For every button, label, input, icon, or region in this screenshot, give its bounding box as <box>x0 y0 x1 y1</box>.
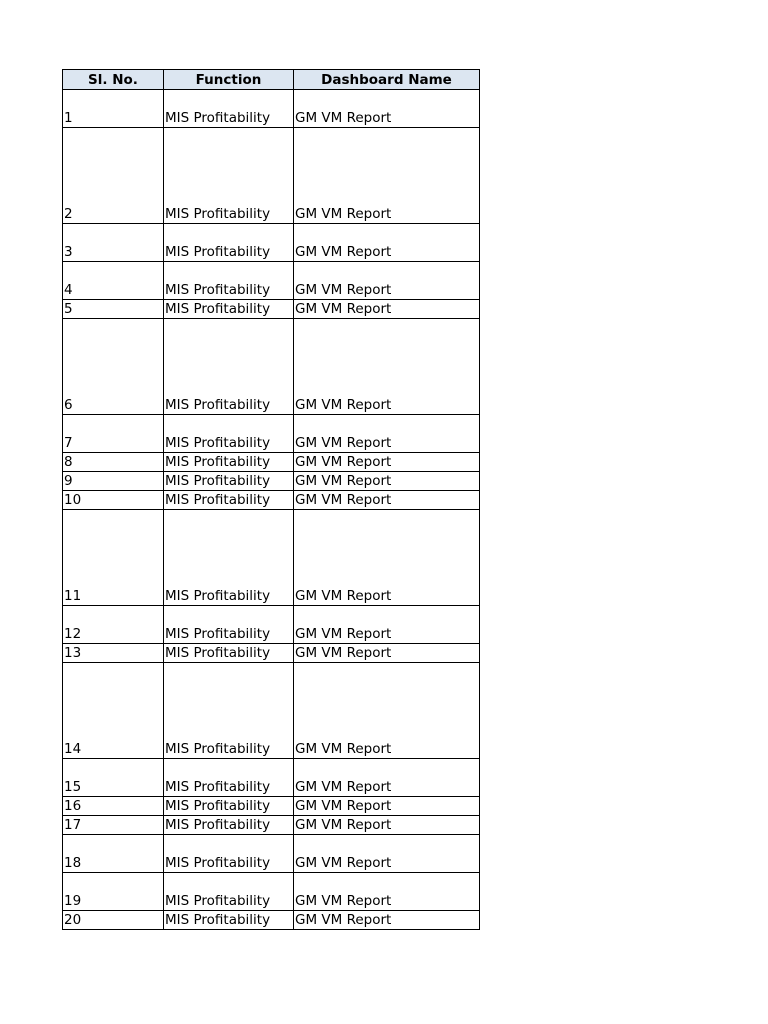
sl-no-cell: 20 <box>63 911 164 930</box>
sl-no-cell: 5 <box>63 300 164 319</box>
dashboard-name-cell: GM VM Report <box>294 453 480 472</box>
function-cell: MIS Profitability <box>164 835 294 873</box>
sl-no-cell: 6 <box>63 319 164 415</box>
table-row <box>63 911 480 930</box>
table-row <box>63 453 480 472</box>
table-row <box>63 797 480 816</box>
table-row <box>63 816 480 835</box>
sl-no-cell: 2 <box>63 128 164 224</box>
function-cell: MIS Profitability <box>164 319 294 415</box>
dashboard-name-cell: GM VM Report <box>294 644 480 663</box>
header-sl-no: Sl. No. <box>63 70 164 90</box>
function-cell: MIS Profitability <box>164 606 294 644</box>
table-row <box>63 415 480 453</box>
function-cell: MIS Profitability <box>164 224 294 262</box>
dashboard-name-cell: GM VM Report <box>294 472 480 491</box>
dashboard-name-cell: GM VM Report <box>294 128 480 224</box>
function-cell: MIS Profitability <box>164 816 294 835</box>
sl-no-cell: 18 <box>63 835 164 873</box>
sl-no-cell: 9 <box>63 472 164 491</box>
table-row <box>63 663 480 759</box>
table-row <box>63 606 480 644</box>
sl-no-cell: 14 <box>63 663 164 759</box>
sl-no-cell: 19 <box>63 873 164 911</box>
function-cell: MIS Profitability <box>164 262 294 300</box>
table-row <box>63 491 480 510</box>
function-cell: MIS Profitability <box>164 510 294 606</box>
function-cell: MIS Profitability <box>164 797 294 816</box>
table-row <box>63 90 480 128</box>
dashboard-name-cell: GM VM Report <box>294 415 480 453</box>
sl-no-cell: 17 <box>63 816 164 835</box>
function-cell: MIS Profitability <box>164 300 294 319</box>
dashboard-name-cell: GM VM Report <box>294 816 480 835</box>
dashboard-name-cell: GM VM Report <box>294 606 480 644</box>
function-cell: MIS Profitability <box>164 415 294 453</box>
table-row <box>63 319 480 415</box>
dashboard-name-cell: GM VM Report <box>294 300 480 319</box>
header-function: Function <box>164 70 294 90</box>
sl-no-cell: 15 <box>63 759 164 797</box>
dashboard-name-cell: GM VM Report <box>294 759 480 797</box>
table-row <box>63 300 480 319</box>
function-cell: MIS Profitability <box>164 491 294 510</box>
function-cell: MIS Profitability <box>164 128 294 224</box>
sl-no-cell: 13 <box>63 644 164 663</box>
header-dashboard-name: Dashboard Name <box>294 70 480 90</box>
sl-no-cell: 16 <box>63 797 164 816</box>
dashboard-name-cell: GM VM Report <box>294 90 480 128</box>
table-row <box>63 510 480 606</box>
sl-no-cell: 3 <box>63 224 164 262</box>
function-cell: MIS Profitability <box>164 873 294 911</box>
sl-no-cell: 1 <box>63 90 164 128</box>
header-row <box>63 70 480 90</box>
sl-no-cell: 8 <box>63 453 164 472</box>
dashboard-name-cell: GM VM Report <box>294 663 480 759</box>
sl-no-cell: 7 <box>63 415 164 453</box>
function-cell: MIS Profitability <box>164 911 294 930</box>
dashboard-name-cell: GM VM Report <box>294 491 480 510</box>
table-row <box>63 644 480 663</box>
dashboard-name-cell: GM VM Report <box>294 262 480 300</box>
dashboard-name-cell: GM VM Report <box>294 319 480 415</box>
dashboard-name-cell: GM VM Report <box>294 873 480 911</box>
table-row <box>63 759 480 797</box>
function-cell: MIS Profitability <box>164 472 294 491</box>
function-cell: MIS Profitability <box>164 759 294 797</box>
table-row <box>63 224 480 262</box>
dashboard-name-cell: GM VM Report <box>294 835 480 873</box>
dashboard-name-cell: GM VM Report <box>294 911 480 930</box>
sl-no-cell: 11 <box>63 510 164 606</box>
dashboard-name-cell: GM VM Report <box>294 224 480 262</box>
table-row <box>63 873 480 911</box>
function-cell: MIS Profitability <box>164 453 294 472</box>
dashboard-name-cell: GM VM Report <box>294 510 480 606</box>
dashboard-table <box>62 69 480 930</box>
function-cell: MIS Profitability <box>164 663 294 759</box>
table-row <box>63 128 480 224</box>
sl-no-cell: 12 <box>63 606 164 644</box>
dashboard-name-cell: GM VM Report <box>294 797 480 816</box>
function-cell: MIS Profitability <box>164 90 294 128</box>
sl-no-cell: 4 <box>63 262 164 300</box>
table-row <box>63 835 480 873</box>
function-cell: MIS Profitability <box>164 644 294 663</box>
table-row <box>63 472 480 491</box>
table-row <box>63 262 480 300</box>
sl-no-cell: 10 <box>63 491 164 510</box>
